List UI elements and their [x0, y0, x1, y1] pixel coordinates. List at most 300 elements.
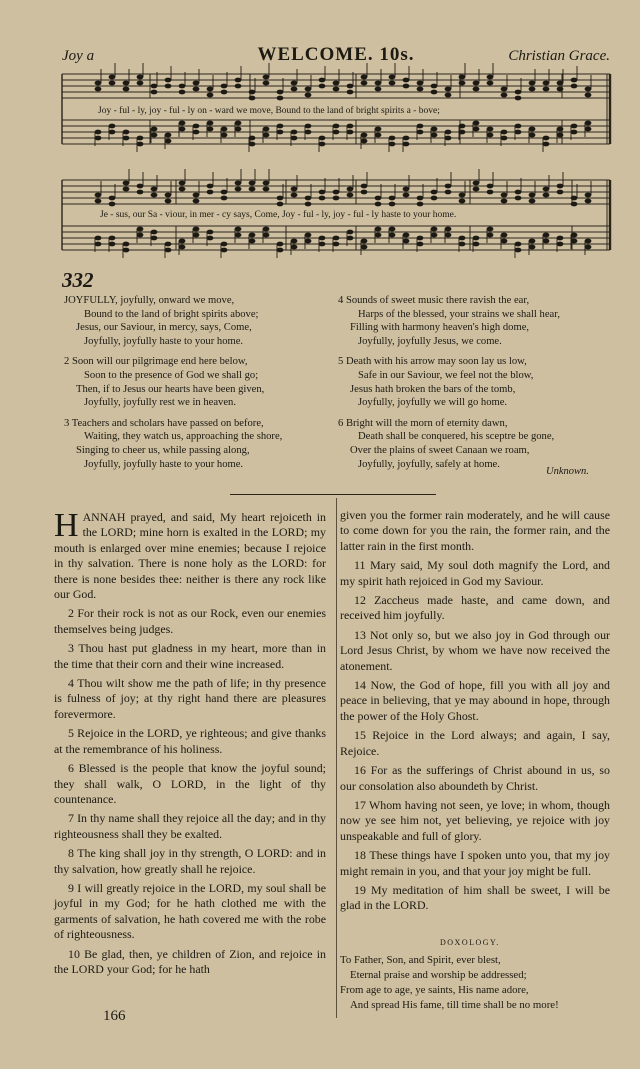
- note-head: [221, 133, 228, 138]
- note-head: [319, 236, 326, 241]
- note-head: [347, 230, 354, 235]
- note-head: [221, 248, 228, 253]
- note-head: [193, 233, 200, 238]
- note-head: [95, 136, 102, 141]
- note-head: [137, 81, 144, 86]
- note-head: [375, 81, 382, 86]
- note-head: [459, 242, 466, 247]
- note-head: [417, 130, 424, 135]
- scripture-verse: [340, 763, 610, 794]
- verse-line: Bound to the land of bright spirits above;: [84, 308, 259, 320]
- note-head: [445, 190, 452, 195]
- note-head: [487, 75, 494, 80]
- note-head: [543, 233, 550, 238]
- note-head: [137, 136, 144, 141]
- note-head: [347, 84, 354, 89]
- note-head: [137, 227, 144, 232]
- note-head: [487, 184, 494, 189]
- note-head: [417, 81, 424, 86]
- note-head: [305, 124, 312, 129]
- note-head: [123, 242, 130, 247]
- note-head: [473, 187, 480, 192]
- note-head: [123, 87, 130, 92]
- note-head: [431, 90, 438, 95]
- verse-line: 3 Teachers and scholars have passed on before,: [64, 417, 264, 429]
- note-head: [207, 87, 214, 92]
- hymn-tune-title: WELCOME. 10s.: [257, 44, 415, 65]
- note-head: [249, 181, 256, 186]
- note-head: [459, 199, 466, 204]
- note-head: [123, 136, 130, 141]
- note-head: [109, 81, 116, 86]
- doxology-text: [340, 953, 559, 1013]
- note-head: [109, 196, 116, 201]
- note-head: [333, 190, 340, 195]
- note-head: [179, 181, 186, 186]
- note-head: [193, 130, 200, 135]
- scripture-verse: [340, 628, 610, 674]
- scripture-verse: [54, 726, 326, 757]
- note-head: [501, 239, 508, 244]
- verse-line: Over the plains of sweet Canaan we roam,: [350, 444, 530, 456]
- note-head: [557, 81, 564, 86]
- verses-left-column: [64, 294, 334, 478]
- note-head: [151, 187, 158, 192]
- note-head: [529, 239, 536, 244]
- note-head: [557, 184, 564, 189]
- note-head: [277, 248, 284, 253]
- verse-line: Safe in our Saviour, we feel not the blow,: [358, 369, 534, 381]
- note-head: [137, 233, 144, 238]
- note-head: [207, 236, 214, 241]
- note-head: [445, 93, 452, 98]
- note-head: [221, 90, 228, 95]
- note-head: [207, 190, 214, 195]
- note-head: [529, 245, 536, 250]
- lyrics-line-1: Joy - ful - ly, joy - ful - ly on - ward we move, Bound to the land of bright spirits a - bove;: [98, 106, 440, 116]
- note-head: [137, 184, 144, 189]
- note-head: [529, 199, 536, 204]
- note-head: [165, 139, 172, 144]
- note-head: [235, 233, 242, 238]
- note-head: [193, 87, 200, 92]
- note-head: [319, 136, 326, 141]
- scripture-verse: [340, 798, 610, 844]
- note-head: [459, 236, 466, 241]
- note-head: [179, 239, 186, 244]
- note-head: [515, 124, 522, 129]
- note-head: [109, 130, 116, 135]
- note-head: [347, 124, 354, 129]
- note-head: [431, 190, 438, 195]
- note-head: [333, 130, 340, 135]
- note-head: [165, 199, 172, 204]
- scripture-text: 14 Now, the God of hope, fill you with all joy and peace in believing, that ye may abound in hope, through the power of the Holy Ghost.: [340, 678, 610, 723]
- note-head: [571, 239, 578, 244]
- scripture-verse: [54, 881, 326, 943]
- verse: [338, 294, 613, 348]
- scripture-text: 5 Rejoice in the LORD, ye righteous; and give thanks at the remembrance of his holiness.: [54, 726, 326, 756]
- scripture-verse: [54, 641, 326, 672]
- note-head: [235, 121, 242, 126]
- note-head: [473, 236, 480, 241]
- note-head: [123, 181, 130, 186]
- note-head: [151, 133, 158, 138]
- note-head: [403, 142, 410, 147]
- note-head: [193, 81, 200, 86]
- note-head: [165, 84, 172, 89]
- note-head: [165, 78, 172, 83]
- verse-line: Jesus, our Saviour, in mercy, says, Come,: [76, 322, 252, 334]
- scripture-verse: [340, 678, 610, 724]
- note-head: [179, 245, 186, 250]
- music-score: [0, 0, 640, 290]
- note-head: [333, 242, 340, 247]
- verse-line: Harps of the blessed, your strains we shall hear,: [358, 308, 560, 320]
- verse: [64, 417, 334, 471]
- note-head: [375, 196, 382, 201]
- note-head: [333, 87, 340, 92]
- lyrics-line-2: Je - sus, our Sa - viour, in mer - cy says, Come, Joy - ful - ly, joy - ful - ly haste to your home.: [100, 210, 457, 220]
- note-head: [389, 136, 396, 141]
- note-head: [319, 84, 326, 89]
- note-head: [389, 75, 396, 80]
- verse-line: 6 Bright will the morn of eternity dawn,: [338, 417, 508, 429]
- note-head: [571, 84, 578, 89]
- note-head: [515, 190, 522, 195]
- note-head: [361, 133, 368, 138]
- note-head: [333, 236, 340, 241]
- scripture-verse: [54, 811, 326, 842]
- note-head: [165, 193, 172, 198]
- note-head: [431, 133, 438, 138]
- verse-line: Joyfully, joyfully rest we in heaven.: [84, 397, 237, 409]
- note-head: [585, 199, 592, 204]
- note-head: [585, 87, 592, 92]
- note-head: [473, 121, 480, 126]
- note-head: [361, 190, 368, 195]
- note-head: [277, 202, 284, 207]
- note-head: [137, 142, 144, 147]
- note-head: [221, 242, 228, 247]
- note-head: [109, 242, 116, 247]
- note-head: [123, 81, 130, 86]
- scripture-text: 10 Be glad, then, ye children of Zion, and rejoice in the LORD your God; for he hath: [54, 946, 326, 976]
- note-head: [417, 87, 424, 92]
- verse-line: Joyfully, joyfully, safely at home.: [358, 458, 500, 470]
- note-head: [235, 78, 242, 83]
- note-head: [207, 127, 214, 132]
- note-head: [473, 87, 480, 92]
- note-head: [277, 130, 284, 135]
- note-head: [431, 127, 438, 132]
- verse: [338, 355, 613, 409]
- note-head: [235, 187, 242, 192]
- note-head: [193, 193, 200, 198]
- note-head: [473, 81, 480, 86]
- note-head: [291, 239, 298, 244]
- note-head: [473, 181, 480, 186]
- scripture-text: 12 Zaccheus made haste, and came down, and received him joyfully.: [340, 593, 610, 623]
- note-head: [515, 96, 522, 101]
- note-head: [403, 233, 410, 238]
- scripture-text: 19 My meditation of him shall be sweet, I will be glad in the LORD.: [340, 882, 610, 913]
- note-head: [571, 233, 578, 238]
- note-head: [95, 193, 102, 198]
- note-head: [95, 130, 102, 135]
- note-head: [109, 202, 116, 207]
- note-head: [151, 127, 158, 132]
- note-head: [515, 90, 522, 95]
- note-head: [501, 87, 508, 92]
- verse-line: Singing to cheer us, while passing along,: [76, 444, 250, 456]
- note-head: [361, 81, 368, 86]
- note-head: [361, 75, 368, 80]
- note-head: [389, 202, 396, 207]
- note-head: [249, 239, 256, 244]
- note-head: [459, 124, 466, 129]
- note-head: [109, 75, 116, 80]
- note-head: [501, 233, 508, 238]
- note-head: [193, 124, 200, 129]
- verse-line: JOYFULLY, joyfully, onward we move,: [64, 295, 235, 306]
- note-head: [361, 184, 368, 189]
- note-head: [543, 87, 550, 92]
- note-head: [221, 190, 228, 195]
- note-head: [571, 130, 578, 135]
- note-head: [347, 130, 354, 135]
- note-head: [403, 78, 410, 83]
- scripture-verse: [340, 593, 610, 624]
- note-head: [319, 78, 326, 83]
- note-head: [221, 127, 228, 132]
- scripture-text: 13 Not only so, but we also joy in God through our Lord Jesus Christ, by whom we have now received the atonement.: [340, 627, 610, 673]
- note-head: [459, 81, 466, 86]
- note-head: [235, 127, 242, 132]
- scripture-text: 17 Whom having not seen, ye love; in whom, though now ye see him not, yet believing, ye rejoice with joy unspeakable and full of glory.: [340, 797, 610, 843]
- scripture-text: 15 Rejoice in the Lord always; and again, I say, Rejoice.: [340, 728, 610, 758]
- note-head: [403, 84, 410, 89]
- note-head: [445, 130, 452, 135]
- note-head: [151, 230, 158, 235]
- note-head: [151, 90, 158, 95]
- note-head: [221, 84, 228, 89]
- scripture-text: 11 Mary said, My soul doth magnify the Lord, and my spirit hath rejoiced in God my Saviour.: [340, 558, 610, 588]
- note-head: [417, 236, 424, 241]
- hymn-author: Unknown.: [546, 466, 589, 477]
- note-head: [207, 184, 214, 189]
- note-head: [193, 199, 200, 204]
- note-head: [459, 193, 466, 198]
- section-divider: [230, 494, 436, 495]
- note-head: [263, 127, 270, 132]
- note-head: [389, 233, 396, 238]
- note-head: [277, 242, 284, 247]
- verse: [338, 417, 613, 471]
- doxology-line: From age to age, ye saints, His name adore,: [340, 984, 529, 996]
- note-head: [501, 199, 508, 204]
- note-head: [305, 130, 312, 135]
- note-head: [487, 133, 494, 138]
- verse-line: Soon to the presence of God we shall go;: [84, 369, 259, 381]
- note-head: [193, 227, 200, 232]
- note-head: [445, 227, 452, 232]
- note-head: [557, 133, 564, 138]
- note-head: [151, 236, 158, 241]
- note-head: [263, 187, 270, 192]
- note-head: [165, 242, 172, 247]
- note-head: [347, 90, 354, 95]
- note-head: [249, 142, 256, 147]
- note-head: [319, 142, 326, 147]
- scripture-verse: [340, 508, 610, 554]
- note-head: [305, 93, 312, 98]
- verse-line: Joyfully, joyfully Jesus, we come.: [358, 335, 502, 347]
- note-head: [109, 236, 116, 241]
- note-head: [585, 93, 592, 98]
- scripture-verse: [340, 558, 610, 589]
- note-head: [375, 227, 382, 232]
- doxology-title: DOXOLOGY.: [440, 938, 500, 947]
- scripture-text: 2 For their rock is not as our Rock, even our enemies themselves being judges.: [54, 606, 326, 636]
- scripture-verse: [54, 606, 326, 637]
- scripture-verse: [340, 848, 610, 879]
- note-head: [361, 245, 368, 250]
- verse: [64, 294, 334, 348]
- note-head: [249, 187, 256, 192]
- note-head: [347, 193, 354, 198]
- verse-line: 5 Death with his arrow may soon lay us low,: [338, 356, 527, 368]
- note-head: [165, 248, 172, 253]
- note-head: [95, 242, 102, 247]
- note-head: [571, 202, 578, 207]
- note-head: [389, 142, 396, 147]
- note-head: [417, 124, 424, 129]
- page-number: 166: [103, 1008, 126, 1024]
- note-head: [319, 242, 326, 247]
- note-head: [431, 196, 438, 201]
- note-head: [585, 193, 592, 198]
- note-head: [585, 121, 592, 126]
- scripture-verse: [340, 728, 610, 759]
- note-head: [95, 87, 102, 92]
- note-head: [151, 193, 158, 198]
- doxology-line: To Father, Son, and Spirit, ever blest,: [340, 954, 501, 966]
- note-head: [543, 81, 550, 86]
- note-head: [179, 127, 186, 132]
- note-head: [571, 196, 578, 201]
- verse-line: Joyfully, joyfully we will go home.: [358, 397, 508, 409]
- note-head: [403, 193, 410, 198]
- note-head: [557, 242, 564, 247]
- note-head: [277, 90, 284, 95]
- note-head: [249, 96, 256, 101]
- note-head: [319, 196, 326, 201]
- note-head: [137, 75, 144, 80]
- note-head: [543, 239, 550, 244]
- note-head: [305, 87, 312, 92]
- note-head: [179, 90, 186, 95]
- note-head: [361, 239, 368, 244]
- note-head: [585, 245, 592, 250]
- scripture-text: 9 I will greatly rejoice in the LORD, my soul shall be joyful in my God; for he hath clothed me with the garments of salvation, he hath covered me with the robe of righteousness.: [54, 880, 326, 942]
- note-head: [123, 130, 130, 135]
- verse-line: Filling with harmony heaven's high dome,: [350, 322, 530, 334]
- note-head: [291, 245, 298, 250]
- note-head: [389, 81, 396, 86]
- scripture-text: 4 Thou wilt show me the path of life; in thy presence is fulness of joy; at thy right hand there are pleasures forevermore.: [54, 676, 326, 721]
- note-head: [165, 133, 172, 138]
- verse-line: 2 Soon will our pilgrimage end here below,: [64, 356, 248, 368]
- note-head: [137, 190, 144, 195]
- note-head: [403, 239, 410, 244]
- note-head: [263, 181, 270, 186]
- note-head: [179, 84, 186, 89]
- note-head: [207, 230, 214, 235]
- note-head: [543, 187, 550, 192]
- note-head: [95, 81, 102, 86]
- note-head: [263, 233, 270, 238]
- note-head: [515, 242, 522, 247]
- note-head: [543, 193, 550, 198]
- note-head: [557, 87, 564, 92]
- note-head: [333, 81, 340, 86]
- note-head: [515, 196, 522, 201]
- note-head: [445, 184, 452, 189]
- note-head: [375, 133, 382, 138]
- note-head: [179, 121, 186, 126]
- verse-line: Jesus hath broken the bars of the tomb,: [350, 383, 516, 395]
- note-head: [487, 190, 494, 195]
- note-head: [473, 242, 480, 247]
- note-head: [347, 187, 354, 192]
- note-head: [431, 233, 438, 238]
- note-head: [347, 236, 354, 241]
- verse-line: Waiting, they watch us, approaching the shore,: [84, 431, 283, 443]
- note-head: [305, 233, 312, 238]
- note-head: [179, 187, 186, 192]
- note-head: [403, 136, 410, 141]
- note-head: [431, 84, 438, 89]
- note-head: [543, 142, 550, 147]
- note-head: [249, 90, 256, 95]
- verse-line: Then, if to Jesus our hearts have been given,: [76, 383, 265, 395]
- note-head: [319, 190, 326, 195]
- note-head: [221, 196, 228, 201]
- verse-line: Joyfully, joyfully haste to your home.: [84, 335, 244, 347]
- note-head: [585, 127, 592, 132]
- note-head: [249, 136, 256, 141]
- scripture-verse: [54, 507, 326, 602]
- scripture-verse: [340, 883, 610, 914]
- note-head: [389, 196, 396, 201]
- note-head: [571, 78, 578, 83]
- note-head: [543, 136, 550, 141]
- note-head: [291, 187, 298, 192]
- note-head: [235, 181, 242, 186]
- note-head: [501, 93, 508, 98]
- note-head: [375, 202, 382, 207]
- scripture-text: 7 In thy name shall they rejoice all the day; and in thy righteousness shall they be exalted.: [54, 811, 326, 841]
- note-head: [501, 136, 508, 141]
- verse: [64, 355, 334, 409]
- note-head: [305, 239, 312, 244]
- note-head: [557, 190, 564, 195]
- scripture-verse: [54, 947, 326, 978]
- scripture-right-column: [340, 508, 610, 918]
- drop-cap: H: [54, 507, 79, 544]
- scripture-text: 18 These things have I spoken unto you, that my joy might remain in you, and that your joy might be full.: [340, 848, 610, 878]
